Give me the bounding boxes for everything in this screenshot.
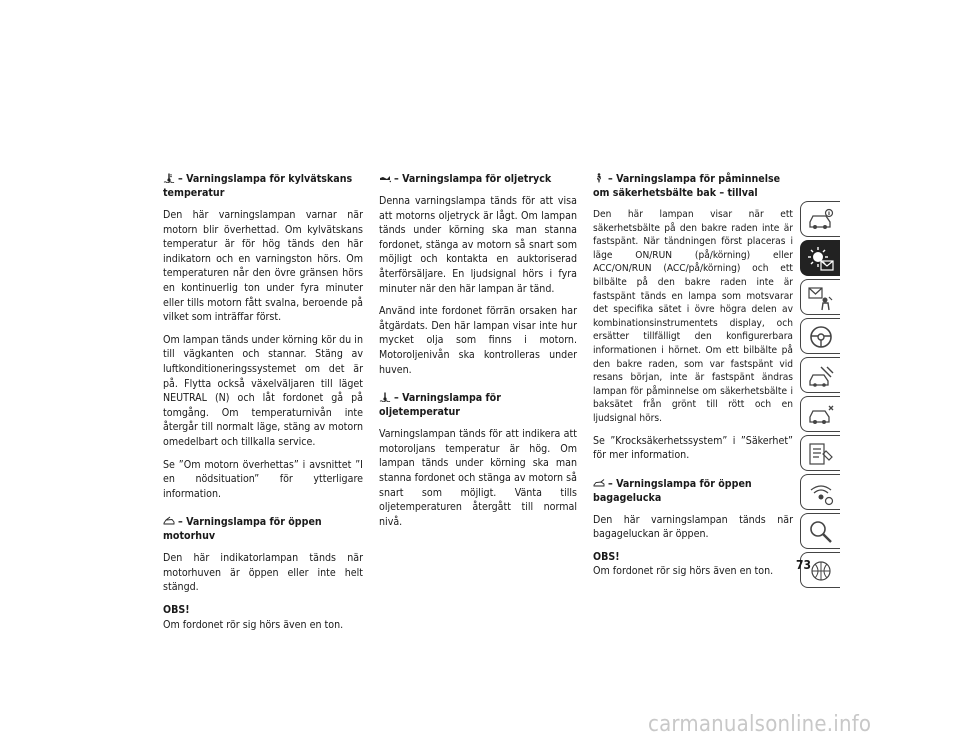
tab-vehicle-info[interactable] — [800, 201, 840, 237]
oil-temperature-icon — [379, 392, 391, 402]
dashboard-lights-tab-icon — [807, 246, 835, 272]
obs-text: Om fordonet rör sig hörs även en ton. — [593, 565, 774, 578]
rear-seatbelt-icon — [593, 173, 605, 183]
languages-tab-icon — [807, 558, 835, 584]
coolant-temperature-icon — [163, 173, 175, 183]
tab-dashboard-lights[interactable] — [800, 240, 840, 276]
coolant-warning-heading: – Varningslampa för kylvätskans temperatur — [163, 173, 353, 199]
service-tab-icon — [807, 441, 835, 467]
coolant-paragraph-3: Se ”Om motorn överhettas” i avsnittet ”I en nödsituation” för ytterligare information. — [163, 458, 363, 500]
rear-seatbelt-paragraph-1: Den här lampan visar när ett säkerhetsbälte på den bakre raden inte är fastspänt. När tändningen först placeras i läge ON/RUN (på/körning) eller ACC/ON/RUN (ACC/på/körning) och ett bilbälte på den bakre raden inte är fastspänt tänds en lampa som motsvarar det specifika sätet i övre högra delen av kombinationsinstrumentets display, och ersätter tillfälligt den konfigurerbara informationen i hörnet. Om ett bilbälte på den bakre raden, som var fastspänt vid resans början, inte är fastspänt ändras lampan för påminnelse om säkerhetsbälte i baksätet från grönt till rött och en ljudsignal hörs. — [593, 209, 793, 424]
liftgate-warning-heading: – Varningslampa för öppen bagagelucka — [593, 477, 752, 504]
coolant-paragraph-2: Om lampan tänds under körning kör du in till vägkanten och stannar. Stäng av luftkonditioneringssystemet om det är på. Flytta också växelväljaren till läget NEUTRAL (N) och låt fordonet gå på tomgång. Om temperaturnivån inte återgår till normalt läge, stäng av motorn omedelbart och tillkalla service. — [163, 333, 363, 448]
liftgate-paragraph: Den här varningslampan tänds när bagageluckan är öppen. — [593, 513, 793, 541]
obs-label: OBS! — [163, 604, 190, 617]
rear-seatbelt-heading: – Varningslampa för påminnelse om säkerhetsbälte bak – tillval — [593, 173, 781, 199]
left-column — [163, 172, 363, 640]
obs-text: Om fordonet rör sig hörs även en ton. — [163, 618, 344, 631]
coolant-paragraph-1: Den här varningslampan varnar när motorn blir överhettad. Om kylvätskans temperatur är för hög tänds den här indikatorn och en varningston hörs. Om temperaturen når den övre gränsen hörs en kontinuerlig ton under fyra minuter eller tills motorn fått svalna, beroende på vilket som inträffar först. — [163, 209, 363, 324]
oil-pressure-heading: – Varningslampa för oljetryck — [379, 172, 577, 186]
right-column — [593, 172, 793, 587]
steering-wheel-tab-icon — [807, 324, 835, 350]
rear-seatbelt-paragraph-2: Se ”Krocksäkerhetssystem” i ”Säkerhet” för mer information. — [593, 434, 793, 462]
hood-paragraph: Den här indikatorlampan tänds när motorhuven är öppen eller inte helt stängd. — [163, 552, 363, 594]
oil-pressure-paragraph-1: Denna varningslampa tänds för att visa att motorns oljetryck är lågt. Om lampan tänds under körning ska man stanna fordonet, stänga av motorn så snart som möjligt och kontakta en auktoriserad återförsäljare. En ljudsignal hörs i fyra minuter när den här lampan är tänd. — [379, 195, 577, 295]
emergency-tab-icon — [807, 402, 835, 428]
driving-tab-icon — [807, 363, 835, 389]
multimedia-tab-icon — [807, 480, 835, 506]
vehicle-info-tab-icon — [807, 207, 835, 233]
oil-pressure-icon — [379, 173, 391, 183]
hood-warning-heading: – Varningslampa för öppen motorhuv — [163, 516, 322, 543]
tab-emergency[interactable] — [800, 396, 840, 432]
index-search-tab-icon — [807, 519, 835, 545]
tab-index-search[interactable] — [800, 513, 840, 549]
obs-label: OBS! — [593, 550, 620, 563]
chapter-tabs — [800, 201, 842, 591]
tab-multimedia[interactable] — [800, 474, 840, 510]
safety-tab-icon — [807, 285, 835, 311]
page-number: 73 — [796, 558, 812, 572]
oil-temperature-paragraph: Varningslampan tänds för att indikera att motoroljans temperatur är hög. Om lampan tänds under körning ska man stanna fordonet och stänga av motorn så snart som möjligt. Vänta tills oljetemperaturen återgått till normal nivå. — [379, 428, 577, 528]
tab-safety[interactable] — [800, 279, 840, 315]
liftgate-open-icon — [593, 478, 605, 488]
watermark: carmanualsonline.info — [648, 712, 872, 737]
oil-temperature-heading: – Varningslampa för oljetemperatur — [379, 392, 501, 419]
tab-steering[interactable] — [800, 318, 840, 354]
middle-column — [379, 172, 577, 537]
oil-pressure-paragraph-2: Använd inte fordonet förrän orsaken har åtgärdats. Den här lampan visar inte hur mycket olja som finns i motorn. Motoroljenivån ska kontrolleras under huven. — [379, 305, 577, 376]
tab-driving[interactable] — [800, 357, 840, 393]
hood-open-icon — [163, 516, 175, 526]
tab-service[interactable] — [800, 435, 840, 471]
